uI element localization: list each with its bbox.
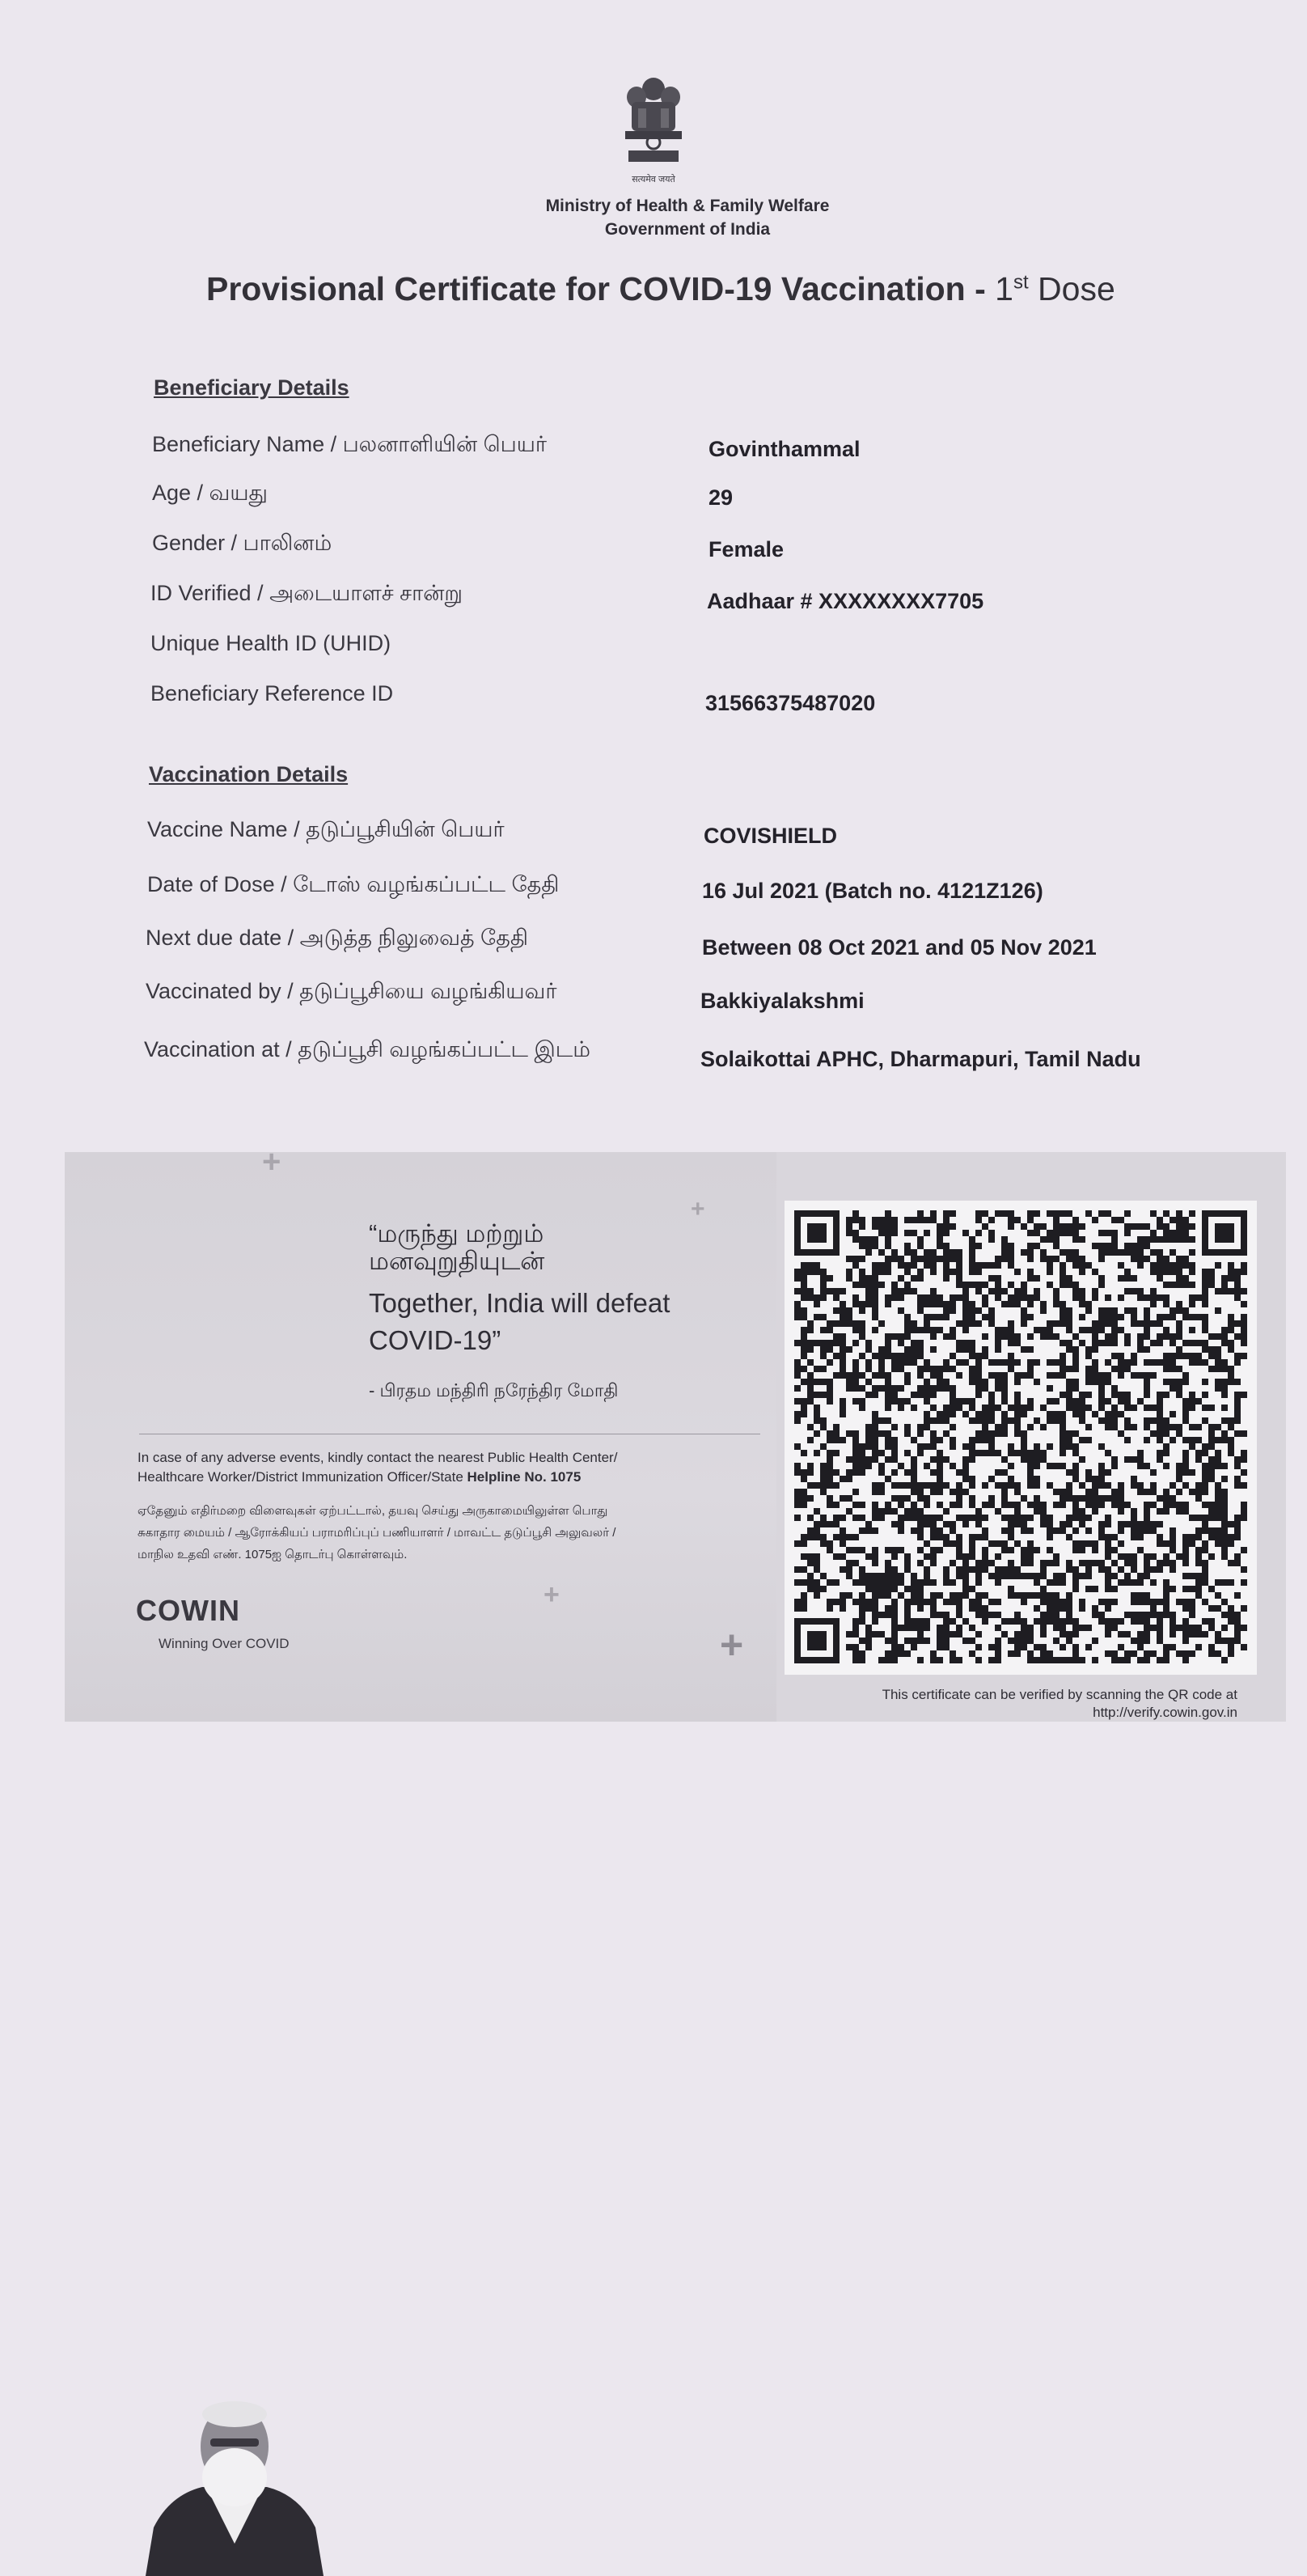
quote-english-line-1: Together, India will defeat xyxy=(369,1288,670,1318)
gender-value: Female xyxy=(708,537,785,561)
vaccinated-by-label: Vaccinated by / தடுப்பூசியை வழங்கியவர் xyxy=(146,979,557,1003)
advisory-english-line-2-text: Healthcare Worker/District Immunization Officer/State xyxy=(137,1469,467,1485)
verification-url: http://verify.cowin.gov.in xyxy=(1093,1705,1237,1720)
verification-note xyxy=(882,1686,1237,1722)
beneficiary-reference-id-value: 31566375487020 xyxy=(705,691,876,715)
cowin-logo: COWIN xyxy=(136,1594,240,1627)
qr-code-container xyxy=(785,1201,1257,1675)
beneficiary-details-heading: Beneficiary Details xyxy=(154,375,349,400)
vaccine-name-label: Vaccine Name / தடுப்பூசியின் பெயர் xyxy=(147,817,505,841)
plus-decoration: + xyxy=(544,1579,560,1610)
plus-decoration: + xyxy=(262,1144,281,1180)
advisory-english-line-1: In case of any adverse events, kindly contact the nearest Public Health Center/ xyxy=(137,1450,618,1465)
title-dose-number: 1 xyxy=(995,270,1013,307)
advisory-tamil-line-3: மாநில உதவி எண். 1075ஐ தொடர்பு கொள்ளவும். xyxy=(137,1548,408,1561)
vaccinated-by-value: Bakkiyalakshmi xyxy=(700,989,865,1013)
advisory-english xyxy=(137,1448,768,1487)
date-of-dose-value: 16 Jul 2021 (Batch no. 4121Z126) xyxy=(702,879,1043,903)
age-label: Age / வயது xyxy=(152,481,268,505)
next-due-date-value: Between 08 Oct 2021 and 05 Nov 2021 xyxy=(702,935,1097,960)
ministry-name: Ministry of Health & Family Welfare xyxy=(545,197,830,215)
vaccination-details-heading: Vaccination Details xyxy=(149,762,349,786)
prime-minister-portrait-icon xyxy=(137,2382,332,2576)
quote-english-line-2: COVID-19” xyxy=(369,1325,501,1355)
cowin-banner xyxy=(65,1144,1286,1722)
advisory-tamil-line-1: ஏதேனும் எதிர்மறை விளைவுகள் ஏற்பட்டால், தயவு செய்து அருகாமையிலுள்ள பொது xyxy=(137,1504,608,1518)
vaccination-at-value: Solaikottai APHC, Dharmapuri, Tamil Nadu xyxy=(700,1047,1141,1071)
quote-tamil-line-2: மனவுறுதியுடன் xyxy=(369,1247,545,1275)
quote-tamil xyxy=(369,1220,544,1275)
uhid-label: Unique Health ID (UHID) xyxy=(150,631,391,655)
beneficiary-name-label: Beneficiary Name / பலனாளியின் பெயர் xyxy=(152,432,547,456)
beneficiary-name-value: Govinthammal xyxy=(708,437,861,461)
state-emblem-icon xyxy=(617,71,690,176)
advisory-tamil xyxy=(137,1500,768,1566)
emblem-motto: सत्यमेव जयते xyxy=(632,175,675,184)
id-verified-label: ID Verified / அடையாளச் சான்று xyxy=(150,581,463,605)
quote-tamil-line-1: “மருந்து மற்றும் xyxy=(369,1219,544,1248)
vaccine-name-value: COVISHIELD xyxy=(704,824,838,848)
plus-decoration: + xyxy=(720,1622,744,1667)
government-name: Government of India xyxy=(604,220,771,239)
ministry-header xyxy=(0,194,1307,241)
helpline-number: Helpline No. 1075 xyxy=(467,1469,582,1485)
beneficiary-reference-id-label: Beneficiary Reference ID xyxy=(150,681,394,705)
plus-decoration: + xyxy=(691,1196,705,1222)
date-of-dose-label: Date of Dose / டோஸ் வழங்கப்பட்ட தேதி xyxy=(147,872,560,896)
vaccination-at-label: Vaccination at / தடுப்பூசி வழங்கப்பட்ட இடம் xyxy=(144,1037,590,1061)
gender-label: Gender / பாலினம் xyxy=(152,531,332,555)
cowin-tagline: Winning Over COVID xyxy=(159,1636,290,1651)
title-dose-superscript: st xyxy=(1013,271,1029,294)
age-value: 29 xyxy=(708,485,734,510)
quote-attribution: - பிரதம மந்திரி நரேந்திர மோதி xyxy=(369,1380,619,1400)
advisory-tamil-line-2: சுகாதார மையம் / ஆரோக்கியப் பராமரிப்புப் பணியாளர் / மாவட்ட தடுப்பூசி அலுவலர் / xyxy=(137,1526,616,1540)
verification-qr-code-icon xyxy=(794,1210,1247,1665)
next-due-date-label: Next due date / அடுத்த நிலுவைத் தேதி xyxy=(146,926,528,950)
title-dose-word: Dose xyxy=(1028,270,1115,307)
id-verified-value: Aadhaar # XXXXXXXX7705 xyxy=(707,589,984,613)
certificate-title xyxy=(206,270,1115,308)
title-main: Provisional Certificate for COVID-19 Vaccination - xyxy=(206,270,996,307)
quote-english xyxy=(369,1285,670,1359)
verification-note-line-1: This certificate can be verified by scanning the QR code at xyxy=(882,1687,1237,1702)
advisory-english-line-2 xyxy=(137,1468,768,1487)
